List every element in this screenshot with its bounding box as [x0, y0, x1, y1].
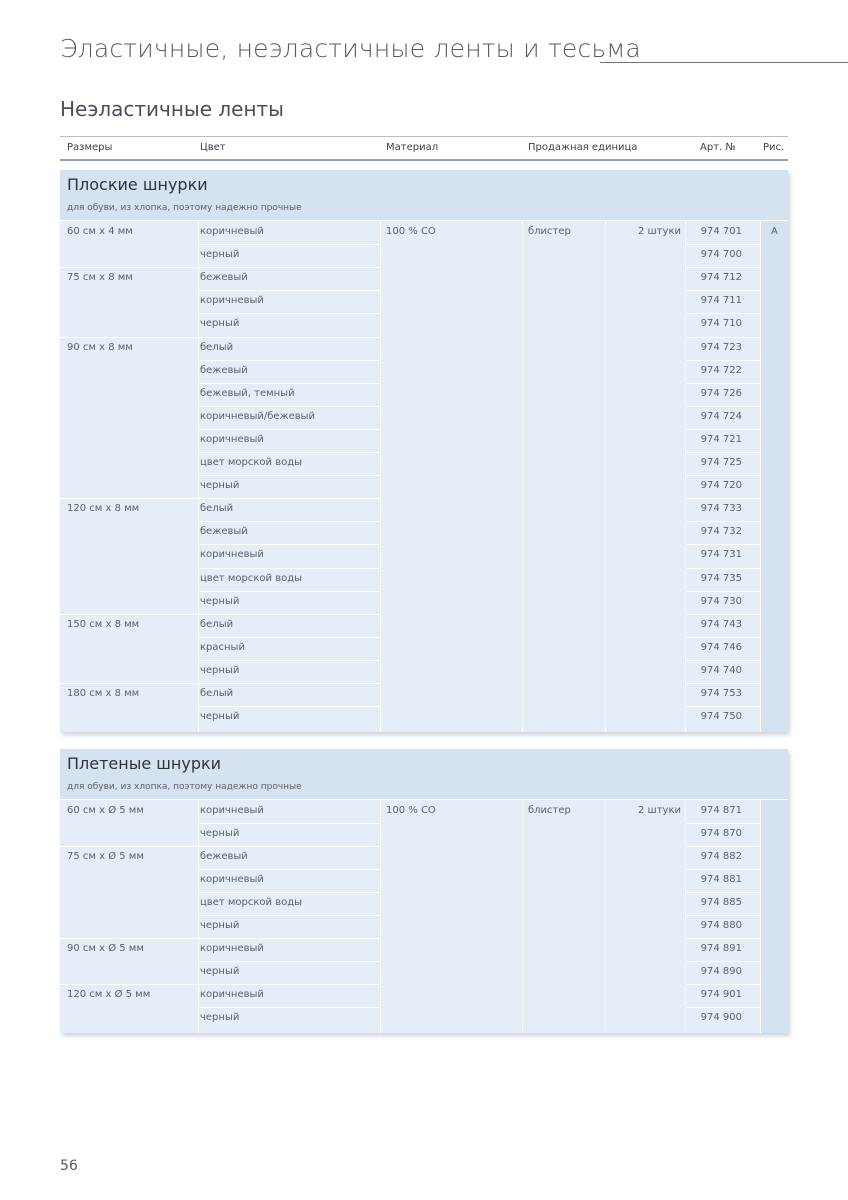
figure-column [760, 221, 788, 732]
row-divider [60, 984, 380, 985]
row-divider [198, 544, 380, 545]
row-divider [685, 846, 760, 847]
article-number-cell: 974 726 [700, 387, 742, 399]
color-cell: бежевый [200, 526, 248, 538]
section-title: Неэластичные ленты [60, 97, 284, 121]
color-cell: красный [200, 641, 245, 653]
row-divider [685, 406, 760, 407]
color-cell: черный [200, 1012, 240, 1023]
article-number-cell: 974 711 [700, 295, 742, 307]
row-divider [685, 568, 760, 569]
group-header [60, 170, 788, 220]
article-number-cell: 974 701 [700, 226, 742, 237]
row-divider [685, 984, 760, 985]
column-divider [522, 221, 523, 732]
color-cell: коричневый [200, 295, 264, 307]
row-divider [198, 244, 380, 245]
row-divider [685, 475, 760, 476]
row-divider [198, 429, 380, 430]
group-subtitle: для обуви, из хлопка, поэтому надежно прочные [67, 782, 302, 792]
article-number-cell: 974 722 [700, 364, 742, 376]
size-cell: 180 см x 8 мм [67, 688, 140, 699]
column-divider [380, 800, 381, 1033]
article-number-cell: 974 732 [700, 526, 742, 538]
color-cell: черный [200, 711, 240, 723]
row-divider [198, 568, 380, 569]
column-header-art: Арт. № [700, 142, 736, 153]
article-number-cell: 974 724 [700, 410, 742, 422]
color-cell: белый [200, 341, 234, 353]
row-divider [685, 637, 760, 638]
page-title: Эластичные, неэластичные ленты и тесьма [60, 34, 641, 63]
row-divider [685, 498, 760, 499]
article-number-cell: 974 890 [700, 966, 742, 977]
column-divider [605, 800, 606, 1033]
row-divider [685, 823, 760, 824]
article-number-cell: 974 740 [700, 664, 742, 676]
row-divider [685, 938, 760, 939]
color-cell: цвет морской воды [200, 572, 303, 584]
figure-label: A [771, 226, 778, 237]
column-divider [605, 221, 606, 732]
group-header [60, 749, 788, 799]
article-number-cell: 974 710 [700, 318, 742, 330]
color-cell: цвет морской воды [200, 457, 303, 468]
page-number: 56 [60, 1158, 78, 1174]
row-divider [198, 706, 380, 707]
color-cell: черный [200, 828, 240, 839]
column-divider [760, 221, 761, 732]
color-cell: коричневый [200, 226, 264, 237]
row-divider [60, 267, 380, 268]
row-divider [198, 961, 380, 962]
article-number-cell: 974 871 [700, 805, 742, 816]
row-divider [198, 290, 380, 291]
row-divider [685, 869, 760, 870]
row-divider [198, 360, 380, 361]
color-cell: черный [200, 966, 240, 977]
color-cell: черный [200, 318, 240, 330]
row-divider [198, 313, 380, 314]
size-cell: 150 см x 8 мм [67, 618, 140, 630]
row-divider [198, 915, 380, 916]
size-cell: 60 см x 4 мм [67, 226, 133, 237]
column-header-material: Материал [386, 142, 439, 153]
article-number-cell: 974 882 [700, 851, 742, 862]
article-number-cell: 974 721 [700, 433, 742, 445]
size-cell: 90 см x Ø 5 мм [67, 943, 144, 954]
article-number-cell: 974 700 [700, 249, 742, 261]
row-divider [198, 869, 380, 870]
row-divider [685, 660, 760, 661]
color-cell: бежевый [200, 272, 248, 284]
size-cell: 75 см x Ø 5 мм [67, 851, 144, 862]
group-subtitle: для обуви, из хлопка, поэтому надежно прочные [67, 203, 302, 213]
figure-column [760, 800, 788, 1033]
group-title: Плоские шнурки [67, 175, 208, 194]
color-cell: коричневый [200, 874, 264, 885]
row-divider [60, 614, 380, 615]
row-divider [685, 360, 760, 361]
row-divider [685, 591, 760, 592]
column-header-fig: Рис. [763, 142, 785, 153]
article-number-cell: 974 881 [700, 874, 742, 885]
group-title: Плетеные шнурки [67, 754, 222, 773]
row-divider [198, 475, 380, 476]
row-divider [198, 452, 380, 453]
color-cell: бежевый, темный [200, 387, 295, 399]
color-cell: бежевый [200, 364, 248, 376]
color-cell: черный [200, 595, 240, 607]
color-cell: коричневый/бежевый [200, 410, 316, 422]
row-divider [198, 892, 380, 893]
article-number-cell: 974 885 [700, 897, 742, 908]
row-divider [685, 290, 760, 291]
row-divider [685, 313, 760, 314]
row-divider [198, 660, 380, 661]
column-header-unit: Продажная единица [528, 142, 638, 153]
color-cell: белый [200, 618, 234, 630]
header-rule [600, 62, 848, 63]
row-divider [198, 383, 380, 384]
color-cell: коричневый [200, 549, 264, 561]
row-divider [685, 452, 760, 453]
article-number-cell: 974 723 [700, 341, 742, 353]
color-cell: черный [200, 664, 240, 676]
article-number-cell: 974 712 [700, 272, 742, 284]
article-number-cell: 974 743 [700, 618, 742, 630]
size-cell: 120 см x 8 мм [67, 503, 140, 515]
row-divider [198, 823, 380, 824]
row-divider [685, 706, 760, 707]
color-cell: черный [200, 920, 240, 931]
color-cell: коричневый [200, 433, 264, 445]
column-divider [198, 221, 199, 732]
article-number-cell: 974 891 [700, 943, 742, 954]
article-number-cell: 974 753 [700, 688, 742, 699]
material-cell: 100 % CO [386, 805, 436, 816]
article-number-cell: 974 730 [700, 595, 742, 607]
color-cell: белый [200, 688, 234, 699]
row-divider [685, 915, 760, 916]
color-cell: коричневый [200, 805, 264, 816]
page-header [60, 34, 848, 74]
article-number-cell: 974 731 [700, 549, 742, 561]
article-number-cell: 974 901 [700, 989, 742, 1000]
row-divider [60, 498, 380, 499]
article-number-cell: 974 870 [700, 828, 742, 839]
article-number-cell: 974 735 [700, 572, 742, 584]
row-divider [685, 267, 760, 268]
color-cell: бежевый [200, 851, 248, 862]
row-divider [685, 544, 760, 545]
size-cell: 90 см x 8 мм [67, 341, 133, 353]
quantity-cell: 2 штуки [638, 226, 681, 237]
color-cell: черный [200, 480, 240, 492]
size-cell: 120 см x Ø 5 мм [67, 989, 151, 1000]
column-divider [380, 221, 381, 732]
row-divider [198, 591, 380, 592]
article-number-cell: 974 733 [700, 503, 742, 515]
color-cell: коричневый [200, 943, 264, 954]
row-divider [685, 614, 760, 615]
row-divider [685, 521, 760, 522]
column-header-color: Цвет [200, 142, 226, 153]
article-number-cell: 974 750 [700, 711, 742, 723]
row-divider [60, 683, 380, 684]
row-divider [685, 892, 760, 893]
row-divider [60, 337, 380, 338]
color-cell: цвет морской воды [200, 897, 303, 908]
row-divider [198, 1007, 380, 1008]
article-number-cell: 974 725 [700, 457, 742, 468]
color-cell: коричневый [200, 989, 264, 1000]
row-divider [685, 683, 760, 684]
row-divider [685, 244, 760, 245]
row-divider [198, 406, 380, 407]
article-number-cell: 974 880 [700, 920, 742, 931]
row-divider [60, 938, 380, 939]
size-cell: 60 см x Ø 5 мм [67, 805, 144, 816]
sales-unit-cell: блистер [528, 226, 571, 237]
material-cell: 100 % CO [386, 226, 436, 237]
row-divider [685, 1007, 760, 1008]
product-group [60, 749, 788, 1033]
column-divider [198, 800, 199, 1033]
size-cell: 75 см x 8 мм [67, 272, 133, 284]
color-cell: белый [200, 503, 234, 515]
row-divider [60, 846, 380, 847]
row-divider [198, 637, 380, 638]
column-divider [760, 800, 761, 1033]
article-number-cell: 974 900 [700, 1012, 742, 1023]
column-divider [522, 800, 523, 1033]
column-header-size: Размеры [67, 142, 113, 153]
row-divider [685, 429, 760, 430]
article-number-cell: 974 720 [700, 480, 742, 492]
column-header-row [60, 136, 788, 161]
row-divider [198, 521, 380, 522]
row-divider [685, 961, 760, 962]
group-header-divider [60, 799, 788, 800]
quantity-cell: 2 штуки [638, 805, 681, 816]
article-number-cell: 974 746 [700, 641, 742, 653]
row-divider [685, 337, 760, 338]
product-group [60, 170, 788, 732]
group-header-divider [60, 220, 788, 221]
color-cell: черный [200, 249, 240, 261]
row-divider [685, 383, 760, 384]
sales-unit-cell: блистер [528, 805, 571, 816]
